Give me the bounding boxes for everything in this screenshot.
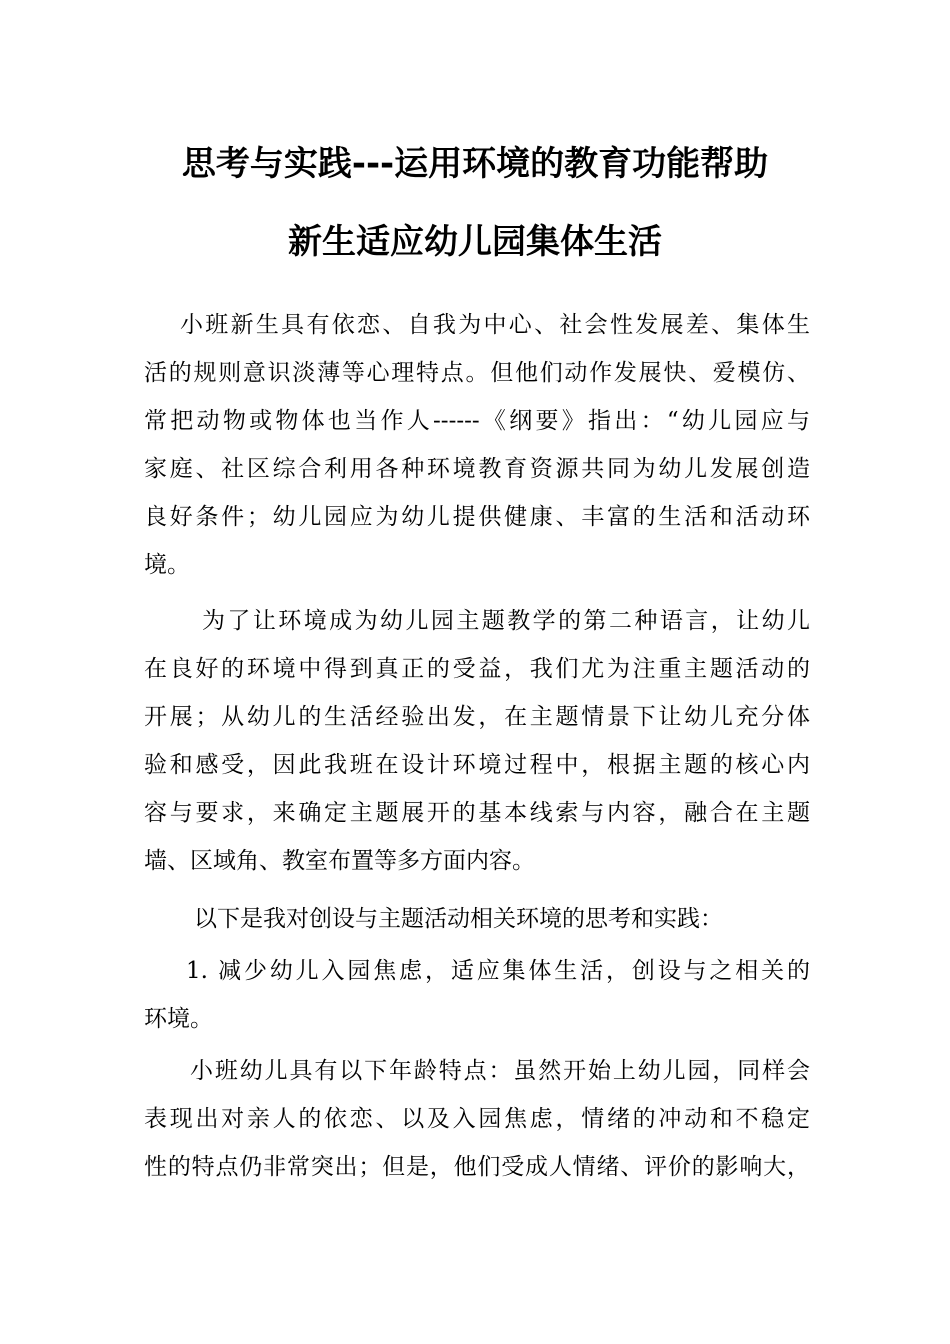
title-line-1: 思考与实践---运用环境的教育功能帮助 — [181, 144, 769, 184]
body-line-17: 表现出对亲人的依恋、以及入园焦虑，情绪的冲动和不稳定 — [144, 1106, 810, 1132]
body-line-16: 小班幼儿具有以下年龄特点：虽然开始上幼儿园，同样会 — [190, 1058, 810, 1084]
body-line-8: 在良好的环境中得到真正的受益，我们尤为注重主题活动的 — [144, 656, 810, 682]
body-line-6: 境。 — [144, 552, 190, 578]
body-line-2: 活的规则意识淡薄等心理特点。但他们动作发展快、爱模仿、 — [144, 360, 810, 386]
body-line-9: 开展；从幼儿的生活经验出发，在主题情景下让幼儿充分体 — [144, 704, 810, 730]
body-line-12: 墙、区域角、教室布置等多方面内容。 — [144, 848, 535, 874]
body-line-4: 家庭、社区综合利用各种环境教育资源共同为幼儿发展创造 — [144, 456, 810, 482]
title-line-2: 新生适应幼儿园集体生活 — [288, 222, 662, 262]
body-line-1: 小班新生具有依恋、自我为中心、社会性发展差、集体生 — [180, 312, 810, 338]
body-line-5: 良好条件；幼儿园应为幼儿提供健康、丰富的生活和活动环 — [144, 504, 810, 530]
body-line-3: 常把动物或物体也当作人------《纲要》指出：“幼儿园应与 — [144, 408, 810, 434]
body-line-11: 容与要求，来确定主题展开的基本线索与内容，融合在主题 — [144, 800, 810, 826]
body-line-15: 环境。 — [144, 1006, 213, 1032]
body-line-13: 以下是我对创设与主题活动相关环境的思考和实践： — [194, 906, 723, 932]
body-line-10: 验和感受，因此我班在设计环境过程中，根据主题的核心内 — [144, 752, 810, 778]
body-line-18: 性的特点仍非常突出；但是，他们受成人情绪、评价的影响大， — [144, 1154, 810, 1180]
body-line-7: 为了让环境成为幼儿园主题教学的第二种语言，让幼儿 — [202, 608, 810, 634]
body-line-14: 1. 减少幼儿入园焦虑，适应集体生活，创设与之相关的 — [186, 958, 810, 984]
